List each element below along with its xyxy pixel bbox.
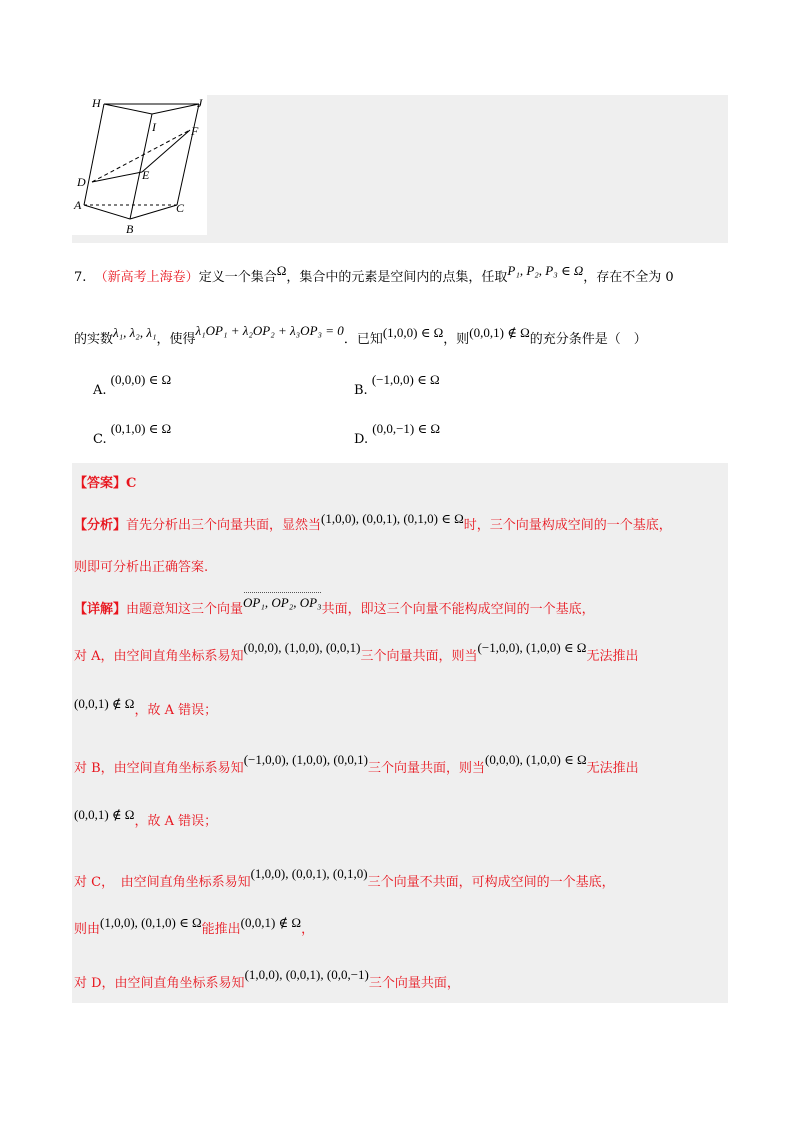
detail-text2: 共面，即这三个向量不能构成空间的一个基底， [321,602,595,617]
q7-text5: ，使得 [156,332,196,347]
analysis-math: (1,0,0), (0,0,1), (0,1,0) ∈ Ω [321,511,464,526]
label-C: C [176,201,185,215]
prism-figure [72,95,207,235]
label-F: F [191,124,199,138]
label-D: D [77,175,86,189]
label-J: J [197,96,203,110]
case-c-text3: 则由 [74,922,101,937]
case-a-line1 [74,640,639,664]
case-b-text2: 三个向量共面，则当 [368,761,486,776]
prism-diagram [72,95,207,235]
case-d-line1 [74,967,460,991]
option-b-math: (−1,0,0) ∈ Ω [371,372,440,387]
detail-tag: 【详解】 [74,602,127,617]
q7-source: （新高考上海卷） [94,270,199,285]
q7-points: P₁, P₂, P₃ ∈ Ω [507,263,584,278]
q7-given: (1,0,0) ∈ Ω [382,325,444,340]
option-b-label: B. [354,383,368,398]
label-E: E [142,168,150,182]
q7-text4: 的实数 [74,332,114,347]
option-a[interactable] [93,372,172,398]
q7-number: 7. [74,270,87,285]
case-b-text1: 对 B，由空间直角坐标系易知 [74,761,244,776]
analysis-tag: 【分析】 [74,518,127,533]
q7-omega: Ω [276,263,287,278]
case-b-text4: ，故 A 错误； [134,814,218,829]
option-d-label: D. [354,432,369,447]
q7-text8: 的充分条件是（ ） [529,332,647,347]
q7-text2: ，集合中的元素是空间内的点集，任取 [286,270,508,285]
option-c[interactable] [93,421,172,447]
case-b-math3: (0,0,1) ∉ Ω [74,807,135,822]
q7-target: (0,0,1) ∉ Ω [469,325,530,340]
case-c-math2: (1,0,0), (0,1,0) ∈ Ω [100,915,202,930]
case-a-text4: ，故 A 错误； [134,703,218,718]
detail-vectors: OP₁, OP₂, OP₃ [243,595,322,610]
analysis-line1 [74,511,672,533]
option-a-math: (0,0,0) ∈ Ω [110,372,172,387]
label-H: H [92,96,101,110]
case-a-text2: 三个向量共面，则当 [360,649,478,664]
analysis-text3: 则即可分析出正确答案. [74,560,209,575]
analysis-line2 [74,556,208,575]
case-a-math2: (−1,0,0), (1,0,0) ∈ Ω [477,640,587,655]
answer-value: C [126,476,137,491]
analysis-text1: 首先分析出三个向量共面，显然当 [126,518,322,533]
case-a-math1: (0,0,0), (1,0,0), (0,0,1) [243,640,361,655]
case-b-text3: 无法推出 [586,761,639,776]
case-c-text5: ， [301,922,315,937]
analysis-text2: 时，三个向量构成空间的一个基底， [463,518,672,533]
q7-equation: λ₁OP₁ + λ₂OP₂ + λ₃OP₃ = 0 [195,323,344,338]
label-I: I [152,120,156,134]
case-a-line2 [74,696,218,718]
case-d-text1: 对 D，由空间直角坐标系易知 [74,976,245,991]
answer-tag: 【答案】 [74,476,127,491]
q7-line1 [74,263,674,285]
option-d[interactable] [354,421,441,447]
case-c-text2: 三个向量不共面，可构成空间的一个基底， [367,875,615,890]
option-a-label: A. [93,383,107,398]
detail-line [74,595,595,617]
case-a-text3: 无法推出 [586,649,639,664]
detail-text1: 由题意知这三个向量 [126,602,244,617]
case-b-line1 [74,752,639,776]
case-d-math1: (1,0,0), (0,0,1), (0,0,−1) [244,967,369,982]
case-a-math3: (0,0,1) ∉ Ω [74,696,135,711]
case-c-line2 [74,915,315,937]
q7-line2 [74,323,647,347]
option-d-math: (0,0,−1) ∈ Ω [372,421,441,436]
case-b-math2: (0,0,0), (1,0,0) ∈ Ω [485,752,587,767]
case-b-math1: (−1,0,0), (1,0,0), (0,0,1) [243,752,368,767]
q7-text6: ．已知 [343,332,383,347]
option-b[interactable] [354,372,440,398]
case-c-math1: (1,0,0), (0,0,1), (0,1,0) [250,866,368,881]
case-c-line1 [74,866,615,890]
q7-text1: 定义一个集合 [198,270,277,285]
q7-text3: ，存在不全为 0 [583,270,674,285]
option-c-label: C. [93,432,107,447]
q7-lambdas: λ₁, λ₂, λ₁ [113,325,157,340]
q7-text7: ，则 [443,332,470,347]
label-A: A [74,198,82,212]
case-b-line2 [74,807,218,829]
label-B: B [126,222,134,235]
option-c-math: (0,1,0) ∈ Ω [110,421,172,436]
case-c-text1: 对 C， 由空间直角坐标系易知 [74,875,251,890]
case-c-text4: 能推出 [201,922,241,937]
case-a-text1: 对 A，由空间直角坐标系易知 [74,649,244,664]
case-c-math3: (0,0,1) ∉ Ω [240,915,302,930]
answer-line [74,472,136,491]
case-d-text2: 三个向量共面， [368,976,460,991]
